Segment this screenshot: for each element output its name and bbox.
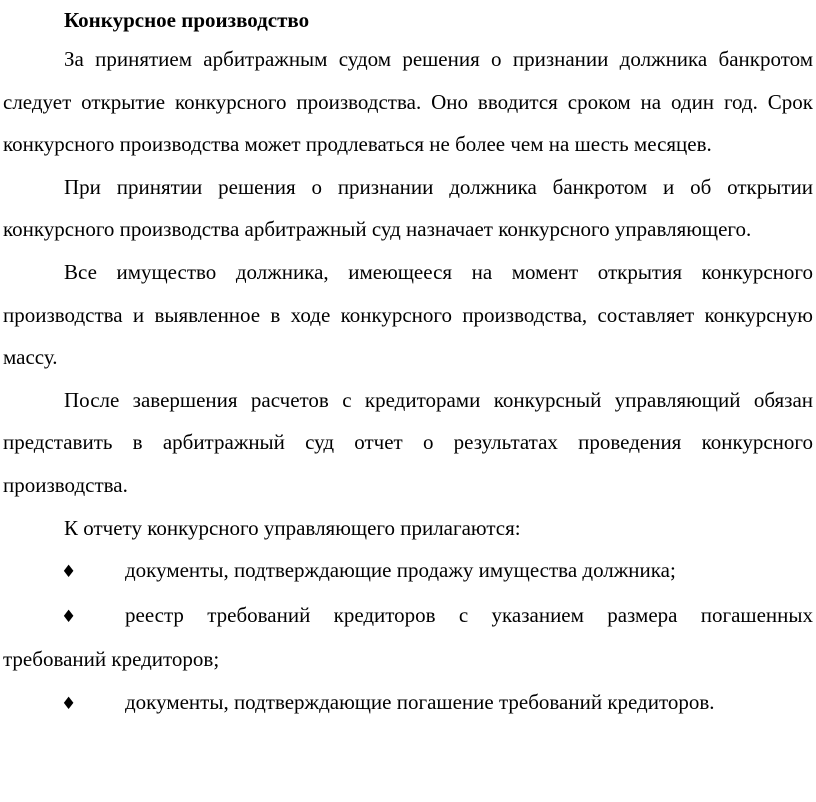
list-item xyxy=(3,681,813,726)
paragraph-opening: За принятием арбитражным судом решения о признании должника банкротом следует открытие конкурсного производства. Оно вводится сроком на один год. Срок конкурсного производства может продлеваться не более чем на шесть месяцев. xyxy=(3,47,813,157)
list-item xyxy=(3,594,813,681)
paragraph-manager-appointment: При принятии решения о признании должника банкротом и об открытии конкурсного производства арбитражный суд назначает конкурсного управляющего. xyxy=(3,174,813,242)
diamond-bullet-icon: ♦ xyxy=(61,562,77,583)
section-heading: Конкурсное производство xyxy=(64,8,310,32)
diamond-bullet-icon: ♦ xyxy=(61,693,77,714)
list-item xyxy=(3,549,813,594)
paragraph-bankruptcy-estate: Все имущество должника, имеющееся на момент открытия конкурсного производства и выявленное в ходе конкурсного производства, составляет конкурсную массу. xyxy=(3,259,813,370)
paragraph-report-obligation: После завершения расчетов с кредиторами конкурсный управляющий обязан представить в арбитражный суд отчет о результатах проведения конкурсного производства. xyxy=(3,387,813,497)
diamond-bullet-icon: ♦ xyxy=(61,606,77,627)
paragraph-report-attachments: К отчету конкурсного управляющего прилагаются: xyxy=(64,515,521,540)
list-item-text: реестр требований кредиторов с указанием размера погашенных требований кредиторов; xyxy=(3,602,813,672)
list-item-text: документы, подтверждающие продажу имущества должника; xyxy=(125,558,676,583)
list-item-text: документы, подтверждающие погашение требований кредиторов. xyxy=(125,689,715,714)
